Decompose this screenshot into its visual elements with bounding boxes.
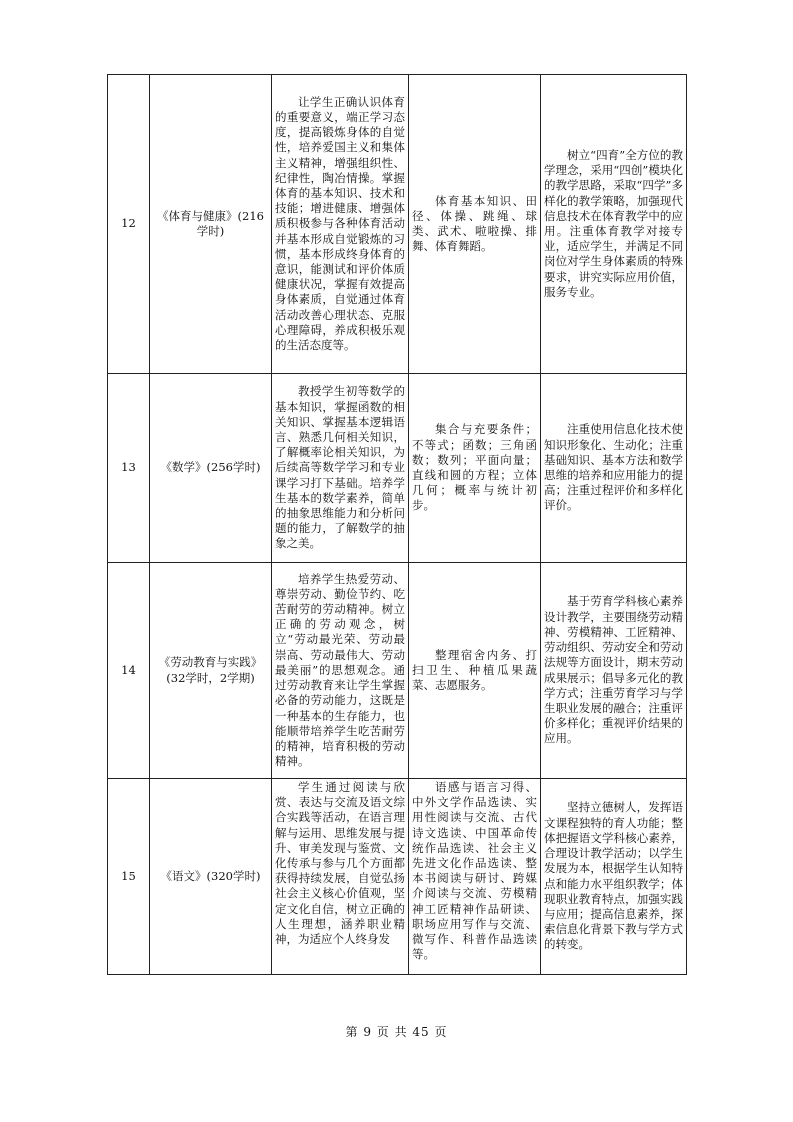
course-number: 12 <box>108 75 150 374</box>
course-number: 15 <box>108 779 150 975</box>
course-content: 集合与充要条件；不等式；函数；三角函数；数列；平面向量；直线和圆的方程；立体几何；概率与统计初步。 <box>409 374 541 563</box>
teaching-requirement: 基于劳育学科核心素养设计教学，主要围绕劳动精神、劳模精神、工匠精神、劳动组织、劳动安全和劳动法规等方面设计，期末劳动成果展示；倡导多元化的教学方式；注重劳育学习与学生职业发展的融合；注重评价多样化；重视评价结果的应用。 <box>541 563 687 779</box>
course-content: 整理宿舍内务、打扫卫生、种植瓜果蔬菜、志愿服务。 <box>409 563 541 779</box>
course-name: 《数学》(256学时) <box>150 374 272 563</box>
course-name: 《劳动教育与实践》(32学时，2学期) <box>150 563 272 779</box>
course-target: 让学生正确认识体育的重要意义，端正学习态度，提高锻炼身体的自觉性，培养爱国主义和集体主义精神，增强组织性、纪律性，陶冶情操。掌握体育的基本知识、技术和技能；增进健康、增强体质积极参与各种体育活动并基本形成自觉锻炼的习惯，基本形成终身体育的意识，能测试和评价体质健康状况，掌握有效提高身体素质，自觉通过体育活动改善心理状态、克服心理障碍，养成积极乐观的生活态度等。 <box>272 75 409 374</box>
table-row <box>108 75 687 374</box>
table-row <box>108 563 687 779</box>
table-row <box>108 779 687 975</box>
course-target: 教授学生初等数学的基本知识，掌握函数的相关知识、掌握基本逻辑语言、熟悉几何相关知识，了解概率论相关知识，为后续高等数学学习和专业课学习打下基础。培养学生基本的数学素养，简单的抽象思维能力和分析问题的能力，了解数学的抽象之美。 <box>272 374 409 563</box>
course-target: 学生通过阅读与欣赏、表达与交流及语文综合实践等活动，在语言理解与运用、思维发展与提升、审美发现与鉴赏、文化传承与参与几个方面都获得持续发展，自觉弘扬社会主义核心价值观，坚定文化自信，树立正确的人生理想，涵养职业精神，为适应个人终身发 <box>272 779 409 975</box>
course-content: 体育基本知识、田径、体操、跳绳、球类、武术、啦啦操、排舞、体育舞蹈。 <box>409 75 541 374</box>
teaching-requirement: 坚持立德树人，发挥语文课程独特的育人功能；整体把握语文学科核心素养，合理设计教学活动；以学生发展为本，根据学生认知特点和能力水平组织教学；体现职业教育特点，加强实践与应用；提高信息素养，探索信息化背景下教与学方式的转变。 <box>541 779 687 975</box>
course-target: 培养学生热爱劳动、尊崇劳动、勤俭节约、吃苦耐劳的劳动精神。树立正确的劳动观念，树立“劳动最光荣、劳动最崇高、劳动最伟大、劳动最美丽”的思想观念。通过劳动教育来让学生掌握必备的劳动能力，这既是一种基本的生存能力，也能顺带培养学生吃苦耐劳的精神，培育积极的劳动精神。 <box>272 563 409 779</box>
course-content: 语感与语言习得、中外文学作品选读、实用性阅读与交流、古代诗文选读、中国革命传统作品选读、社会主义先进文化作品选读、整本书阅读与研讨、跨媒介阅读与交流、劳模精神工匠精神作品研读、职场应用写作与交流、微写作、科普作品选读等。 <box>409 779 541 975</box>
teaching-requirement: 树立“四育”全方位的教学理念，采用“四创”模块化的教学思路，采取“四学”多样化的教学策略，加强现代信息技术在体育教学中的应用。注重体育教学对接专业，适应学生，并满足不同岗位对学生身体素质的特殊要求，讲究实际应用价值，服务专业。 <box>541 75 687 374</box>
course-table <box>107 74 687 975</box>
course-name: 《体育与健康》(216学时) <box>150 75 272 374</box>
table-row <box>108 374 687 563</box>
course-number: 13 <box>108 374 150 563</box>
teaching-requirement: 注重使用信息化技术使知识形象化、生动化；注重基础知识、基本方法和数学思维的培养和应用能力的提高；注重过程评价和多样化评价。 <box>541 374 687 563</box>
course-number: 14 <box>108 563 150 779</box>
course-name: 《语文》(320学时) <box>150 779 272 975</box>
page-number: 第 9 页 共 45 页 <box>345 1025 448 1039</box>
